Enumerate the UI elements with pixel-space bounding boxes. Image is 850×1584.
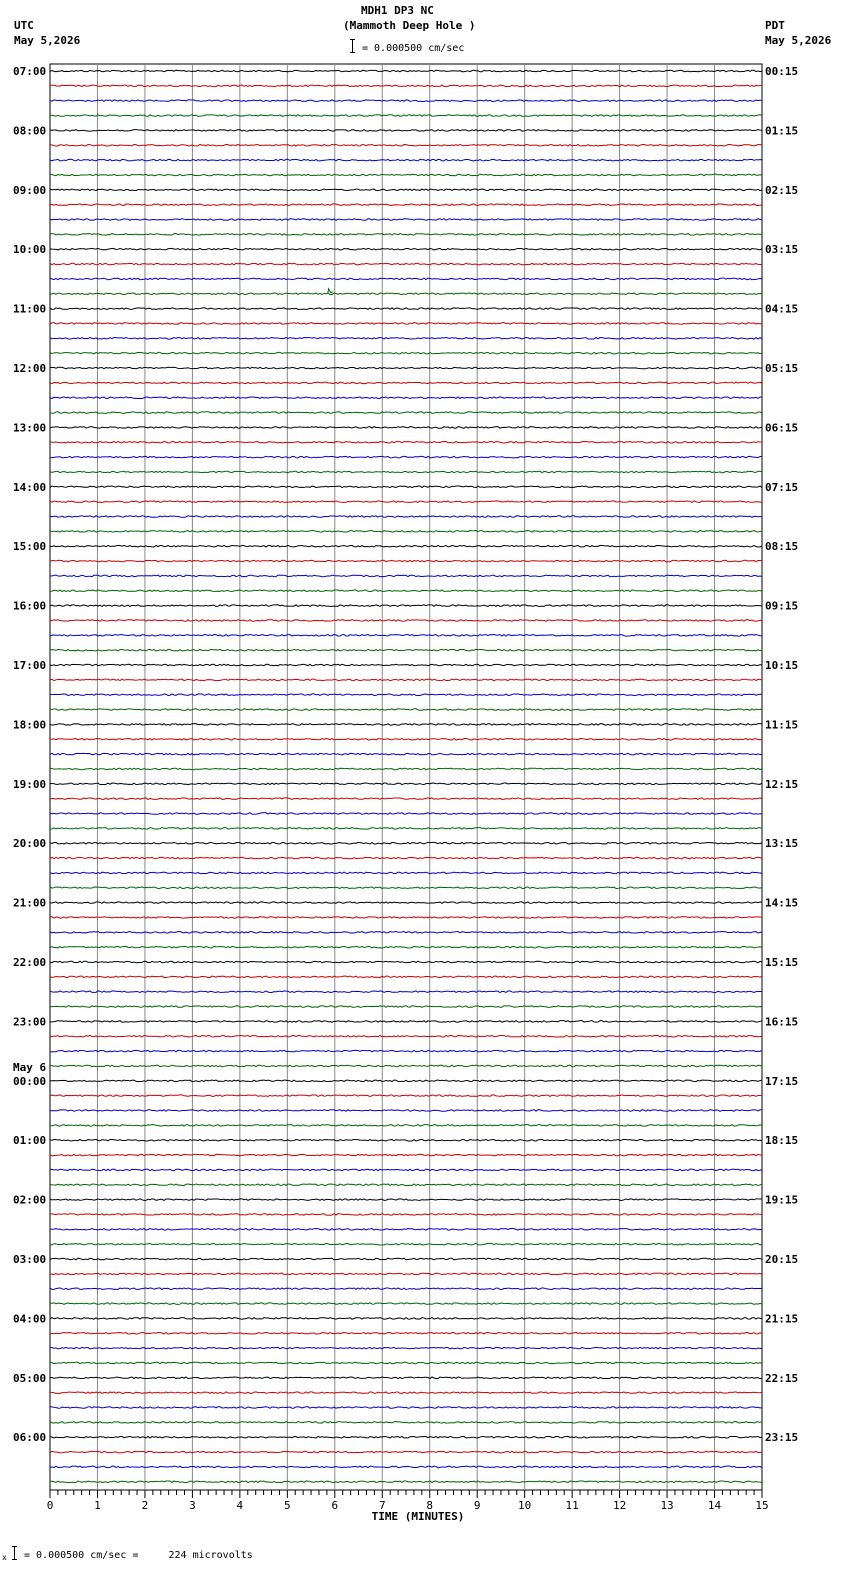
- right-hour-label: 12:15: [765, 777, 799, 791]
- left-hour-label: 17:00: [13, 659, 47, 672]
- trace-line: [50, 783, 762, 785]
- trace-line: [50, 1318, 762, 1320]
- x-axis-label: TIME (MINUTES): [371, 1510, 465, 1523]
- x-tick-label: 5: [284, 1499, 291, 1512]
- x-tick-label: 4: [236, 1499, 244, 1512]
- trace-line: [50, 724, 762, 726]
- x-tick-label: 12: [612, 1499, 627, 1512]
- trace-line: [50, 828, 762, 830]
- trace-line: [50, 456, 762, 458]
- right-hour-label: 00:15: [765, 65, 799, 78]
- left-hour-label: 02:00: [13, 1193, 47, 1207]
- trace-line: [50, 605, 762, 607]
- trace-line: [50, 100, 762, 102]
- x-tick-label: 2: [141, 1499, 149, 1512]
- trace-line: [50, 768, 762, 770]
- trace-line: [50, 946, 762, 948]
- right-hour-label: 21:15: [765, 1312, 799, 1326]
- trace-line: [50, 1154, 762, 1156]
- left-hour-label: 20:00: [13, 837, 47, 851]
- trace-line: [50, 130, 762, 132]
- trace-line: [50, 813, 762, 815]
- trace-line: [50, 1481, 762, 1483]
- trace-line: [50, 887, 762, 889]
- right-hour-label: 10:15: [765, 659, 799, 672]
- trace-line: [50, 917, 762, 919]
- right-hour-label: 16:15: [765, 1015, 799, 1029]
- station-title: MDH1 DP3 NC: [361, 4, 434, 17]
- left-hour-label: 11:00: [13, 302, 47, 316]
- trace-line: [50, 1243, 762, 1245]
- trace-line: [50, 620, 762, 622]
- trace-line: [50, 991, 762, 993]
- left-hour-label: 06:00: [13, 1431, 47, 1445]
- right-hour-label: 11:15: [765, 718, 799, 732]
- trace-line: [50, 234, 762, 236]
- trace-line: [50, 635, 762, 637]
- right-hour-label: 20:15: [765, 1253, 799, 1266]
- x-tick-label: 0: [46, 1499, 54, 1512]
- trace-line: [50, 679, 762, 681]
- left-hour-label: 18:00: [13, 718, 47, 732]
- left-hour-label: 07:00: [13, 65, 47, 78]
- right-hour-label: 23:15: [765, 1431, 799, 1445]
- left-hour-label: 09:00: [13, 183, 47, 197]
- trace-line: [50, 961, 762, 963]
- right-hour-label: 01:15: [765, 124, 799, 138]
- trace-line: [50, 308, 762, 310]
- trace-line: [50, 545, 762, 547]
- trace-line: [50, 1125, 762, 1127]
- trace-line: [50, 1273, 762, 1275]
- left-hour-label: 03:00: [13, 1253, 47, 1266]
- trace-line: [50, 501, 762, 503]
- trace-line: [50, 516, 762, 518]
- footer-marker: x: [2, 1553, 7, 1562]
- left-hour-label: 14:00: [13, 480, 47, 494]
- left-hour-label: 16:00: [13, 599, 47, 613]
- trace-line: [50, 248, 762, 250]
- right-hour-label: 03:15: [765, 243, 799, 257]
- left-hour-label: 21:00: [13, 896, 47, 910]
- x-tick-label: 1: [94, 1499, 101, 1512]
- trace-line: [50, 753, 762, 755]
- right-date: May 5,2026: [765, 34, 832, 47]
- station-location: (Mammoth Deep Hole ): [343, 19, 476, 32]
- trace-line: [50, 694, 762, 696]
- scale-text: = 0.000500 cm/sec: [362, 43, 465, 54]
- x-tick-label: 13: [660, 1499, 674, 1512]
- trace-line: [50, 115, 762, 117]
- trace-line: [50, 1332, 762, 1334]
- trace-line: [50, 338, 762, 340]
- trace-line: [50, 1258, 762, 1260]
- right-hour-label: 14:15: [765, 896, 799, 910]
- right-hour-label: 22:15: [765, 1371, 799, 1385]
- trace-line: [50, 367, 762, 369]
- right-hour-label: 04:15: [765, 302, 799, 316]
- footer-scale-bar-icon: [13, 1546, 16, 1560]
- trace-line: [50, 1184, 762, 1186]
- trace-line: [50, 590, 762, 592]
- trace-line: [50, 1110, 762, 1112]
- left-hour-label: 23:00: [13, 1015, 47, 1029]
- trace-line: [50, 189, 762, 191]
- left-hour-label: 10:00: [13, 243, 47, 257]
- x-tick-label: 14: [707, 1499, 722, 1512]
- trace-line: [50, 738, 762, 740]
- x-tick-label: 11: [565, 1499, 579, 1512]
- trace-line: [50, 1377, 762, 1379]
- trace-line: [50, 144, 762, 146]
- trace-line: [50, 1362, 762, 1364]
- left-hour-label: 12:00: [13, 362, 47, 375]
- x-tick-label: 10: [518, 1499, 532, 1512]
- right-hour-label: 15:15: [765, 956, 799, 969]
- right-hour-label: 19:15: [765, 1193, 799, 1207]
- left-date: May 5,2026: [14, 34, 81, 47]
- trace-line: [50, 471, 762, 473]
- trace-line: [50, 441, 762, 443]
- trace-line: [50, 1436, 762, 1438]
- trace-line: [50, 85, 762, 87]
- trace-line: [50, 1021, 762, 1023]
- x-tick-label: 3: [189, 1499, 196, 1512]
- trace-line: [50, 204, 762, 206]
- trace-line: [50, 278, 762, 280]
- right-hour-label: 13:15: [765, 837, 799, 851]
- trace-line: [50, 560, 762, 562]
- trace-line: [50, 798, 762, 800]
- trace-line: [50, 263, 762, 265]
- trace-line: [50, 1139, 762, 1141]
- date-change-label: May 6: [13, 1060, 47, 1074]
- x-tick-label: 15: [755, 1499, 769, 1512]
- trace-line: [50, 1303, 762, 1305]
- x-tick-label: 6: [331, 1499, 339, 1512]
- trace-line: [50, 174, 762, 176]
- x-tick-label: 7: [378, 1499, 386, 1512]
- right-hour-label: 06:15: [765, 421, 799, 435]
- left-timezone: UTC: [14, 19, 34, 32]
- trace-line: [50, 1214, 762, 1216]
- trace-line: [50, 1050, 762, 1052]
- trace-line: [50, 159, 762, 161]
- left-hour-label: 05:00: [13, 1371, 47, 1385]
- x-tick-label: 9: [473, 1499, 481, 1512]
- trace-line: [50, 857, 762, 859]
- right-hour-label: 02:15: [765, 183, 799, 197]
- trace-line: [50, 1407, 762, 1409]
- footer-calibration: = 0.000500 cm/sec = 224 microvolts: [24, 1550, 253, 1561]
- trace-line: [50, 70, 762, 72]
- trace-line: [50, 1169, 762, 1171]
- right-hour-label: 05:15: [765, 362, 799, 375]
- trace-line: [50, 1347, 762, 1349]
- trace-line: [50, 1199, 762, 1201]
- trace-line: [50, 1065, 762, 1067]
- trace-line: [50, 1006, 762, 1008]
- trace-line: [50, 1080, 762, 1082]
- trace-line: [50, 976, 762, 978]
- left-hour-label: 00:00: [13, 1074, 47, 1088]
- trace-line: [50, 1392, 762, 1394]
- left-hour-label: 22:00: [13, 956, 47, 969]
- trace-line: [50, 289, 762, 295]
- trace-line: [50, 352, 762, 354]
- trace-line: [50, 872, 762, 874]
- trace-line: [50, 709, 762, 711]
- trace-line: [50, 575, 762, 577]
- trace-line: [50, 932, 762, 934]
- right-hour-label: 07:15: [765, 480, 799, 494]
- trace-line: [50, 1422, 762, 1424]
- right-hour-label: 09:15: [765, 599, 799, 613]
- right-hour-label: 17:15: [765, 1074, 799, 1088]
- trace-line: [50, 486, 762, 488]
- trace-line: [50, 649, 762, 651]
- right-hour-label: 18:15: [765, 1134, 799, 1148]
- trace-line: [50, 382, 762, 384]
- left-hour-label: 13:00: [13, 421, 47, 435]
- left-hour-label: 04:00: [13, 1312, 47, 1326]
- left-hour-label: 01:00: [13, 1134, 47, 1148]
- trace-line: [50, 412, 762, 414]
- trace-line: [50, 1095, 762, 1097]
- right-hour-label: 08:15: [765, 540, 799, 554]
- trace-line: [50, 323, 762, 325]
- left-hour-label: 15:00: [13, 540, 47, 554]
- trace-line: [50, 1451, 762, 1453]
- trace-line: [50, 219, 762, 221]
- trace-line: [50, 842, 762, 844]
- trace-line: [50, 902, 762, 904]
- trace-line: [50, 1288, 762, 1290]
- trace-line: [50, 397, 762, 399]
- trace-line: [50, 531, 762, 533]
- trace-line: [50, 664, 762, 666]
- left-hour-label: 19:00: [13, 777, 47, 791]
- trace-line: [50, 1466, 762, 1468]
- trace-line: [50, 427, 762, 429]
- trace-line: [50, 1035, 762, 1037]
- x-tick-label: 8: [426, 1499, 434, 1512]
- right-timezone: PDT: [765, 19, 785, 32]
- left-hour-label: 08:00: [13, 124, 47, 138]
- trace-line: [50, 1229, 762, 1231]
